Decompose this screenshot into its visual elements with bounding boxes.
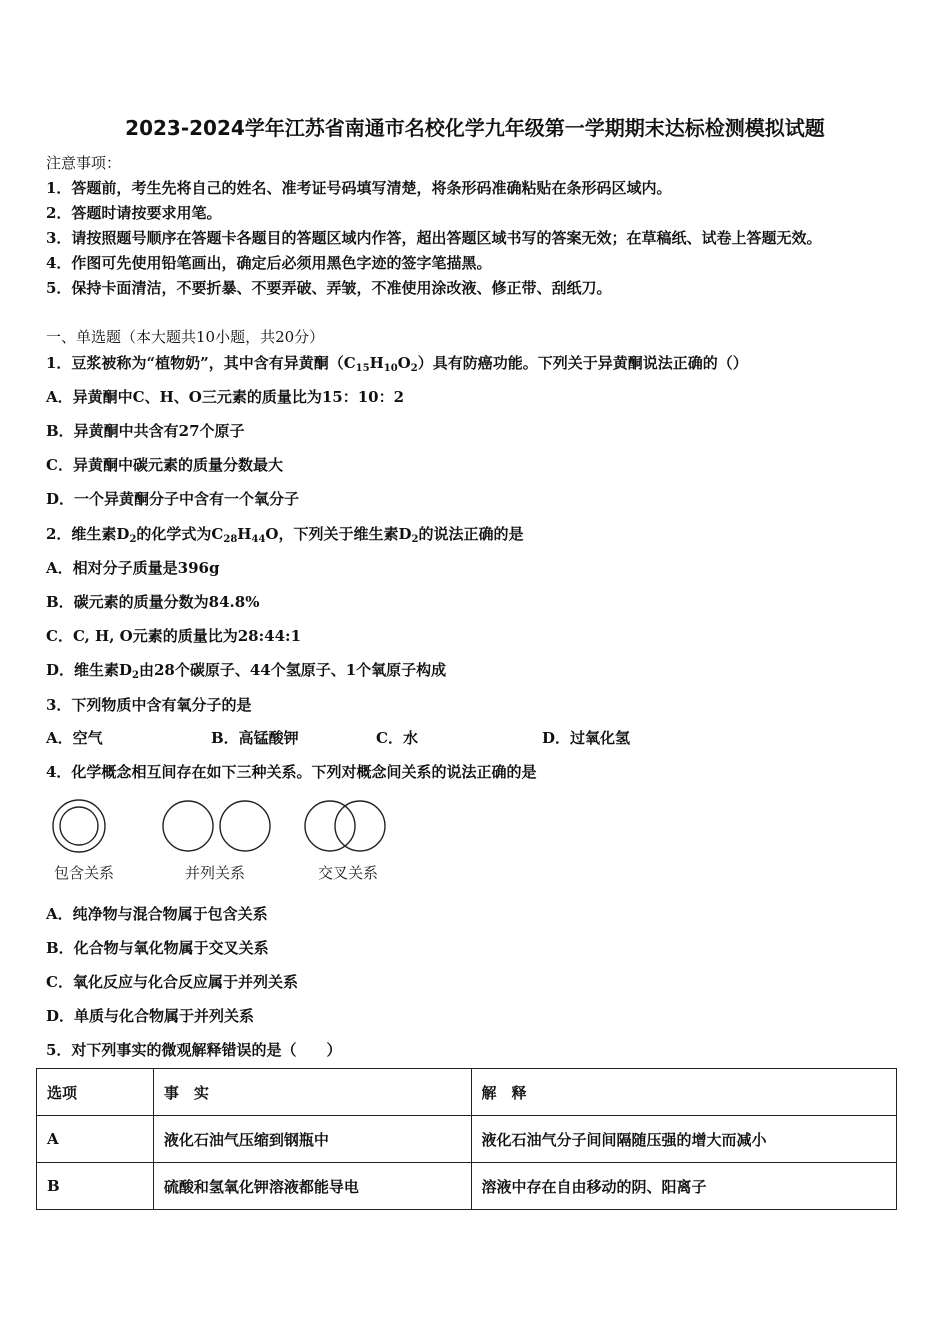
- table-cell: A: [37, 1116, 154, 1163]
- question-4-option-b[interactable]: B．化合物与氧化物属于交叉关系: [46, 939, 269, 957]
- question-3-option-a[interactable]: A．空气: [46, 729, 103, 747]
- question-1-stem: 1．豆浆被称为“植物奶”，其中含有异黄酮$(C_{15}H_{10}O_2)$具有防癌功能。下列关于异黄酮说法正确的（）: [46, 354, 748, 374]
- question-2-stem: 2．维生素$D_2$的化学式为$C_{28}H_{44}O$，下列关于维生素$D_2$的说法正确的是: [46, 525, 524, 545]
- question-1-option-d[interactable]: D．一个异黄酮分子中含有一个氧分子: [46, 490, 300, 508]
- question-4-stem: 4．化学概念相互间存在如下三种关系。下列对概念间关系的说法正确的是: [46, 763, 537, 781]
- table-header-cell: 解 释: [471, 1069, 897, 1116]
- question-1-option-b[interactable]: B．异黄酮中共含有27个原子: [46, 422, 245, 440]
- question-2-option-a[interactable]: A．相对分子质量是396g: [46, 559, 220, 577]
- question-3-option-b[interactable]: B．高锰酸钾: [211, 729, 299, 747]
- notice-item-3: 3．请按照题号顺序在答题卡各题目的答题区域内作答，超出答题区域书写的答案无效；在草稿纸、试卷上答题无效。: [46, 229, 822, 247]
- table-header-cell: 选项: [37, 1069, 154, 1116]
- notice-item-2: 2．答题时请按要求用笔。: [46, 204, 222, 222]
- question-1-option-a[interactable]: A．异黄酮中C、H、O三元素的质量比为15：10：2: [46, 388, 405, 406]
- question-2-option-d[interactable]: D．维生素$D_2$由28个碳原子、44个氢原子、1个氧原子构成: [46, 661, 447, 681]
- concept-relation-diagram: [40, 790, 400, 890]
- table-header-cell: 事 实: [153, 1069, 471, 1116]
- intersect-diagram: [305, 801, 385, 851]
- question-4-option-c[interactable]: C．氧化反应与化合反应属于并列关系: [46, 973, 298, 991]
- question-1-option-c[interactable]: C．异黄酮中碳元素的质量分数最大: [46, 456, 283, 474]
- inclusion-diagram: [53, 800, 105, 852]
- table-cell: 液化石油气分子间间隔随压强的增大而减小: [471, 1116, 897, 1163]
- intersect-label: 交叉关系: [317, 864, 379, 882]
- table-row: [37, 1163, 897, 1210]
- notice-header: 注意事项：: [46, 154, 122, 172]
- question-4-option-d[interactable]: D．单质与化合物属于并列关系: [46, 1007, 255, 1025]
- question-4-option-a[interactable]: A．纯净物与混合物属于包含关系: [46, 905, 268, 923]
- table-cell: B: [37, 1163, 154, 1210]
- table-row: [37, 1116, 897, 1163]
- table-cell: 硫酸和氢氧化钾溶液都能导电: [153, 1163, 471, 1210]
- parallel-diagram: [163, 801, 270, 851]
- question-3-stem: 3．下列物质中含有氧分子的是: [46, 696, 252, 714]
- table-header-row: [37, 1069, 897, 1116]
- inclusion-label: 包含关系: [53, 864, 115, 882]
- notice-item-1: 1．答题前，考生先将自己的姓名、准考证号码填写清楚，将条形码准确粘贴在条形码区域内。: [46, 179, 672, 197]
- question-2-option-c[interactable]: C．C, H, O元素的质量比为28:44:1: [46, 627, 302, 645]
- question-3-option-c[interactable]: C．水: [376, 729, 418, 747]
- notice-item-4: 4．作图可先使用铅笔画出，确定后必须用黑色字迹的签字笔描黑。: [46, 254, 492, 272]
- question-2-option-b[interactable]: B．碳元素的质量分数为84.8%: [46, 593, 260, 611]
- section-heading: 一、单选题（本大题共10小题，共20分）: [46, 328, 325, 346]
- table-cell: 溶液中存在自由移动的阴、阳离子: [471, 1163, 897, 1210]
- question-3-option-d[interactable]: D．过氧化氢: [542, 729, 631, 747]
- page-title: 2023-2024学年江苏省南通市名校化学九年级第一学期期末达标检测模拟试题: [125, 116, 825, 140]
- question-5-table: [36, 1068, 897, 1210]
- notice-item-5: 5．保持卡面清洁，不要折暴、不要弄破、弄皱，不准使用涂改液、修正带、刮纸刀。: [46, 279, 612, 297]
- table-cell: 液化石油气压缩到钢瓶中: [153, 1116, 471, 1163]
- parallel-label: 并列关系: [184, 864, 246, 882]
- question-5-stem: 5．对下列事实的微观解释错误的是（ ）: [46, 1041, 342, 1059]
